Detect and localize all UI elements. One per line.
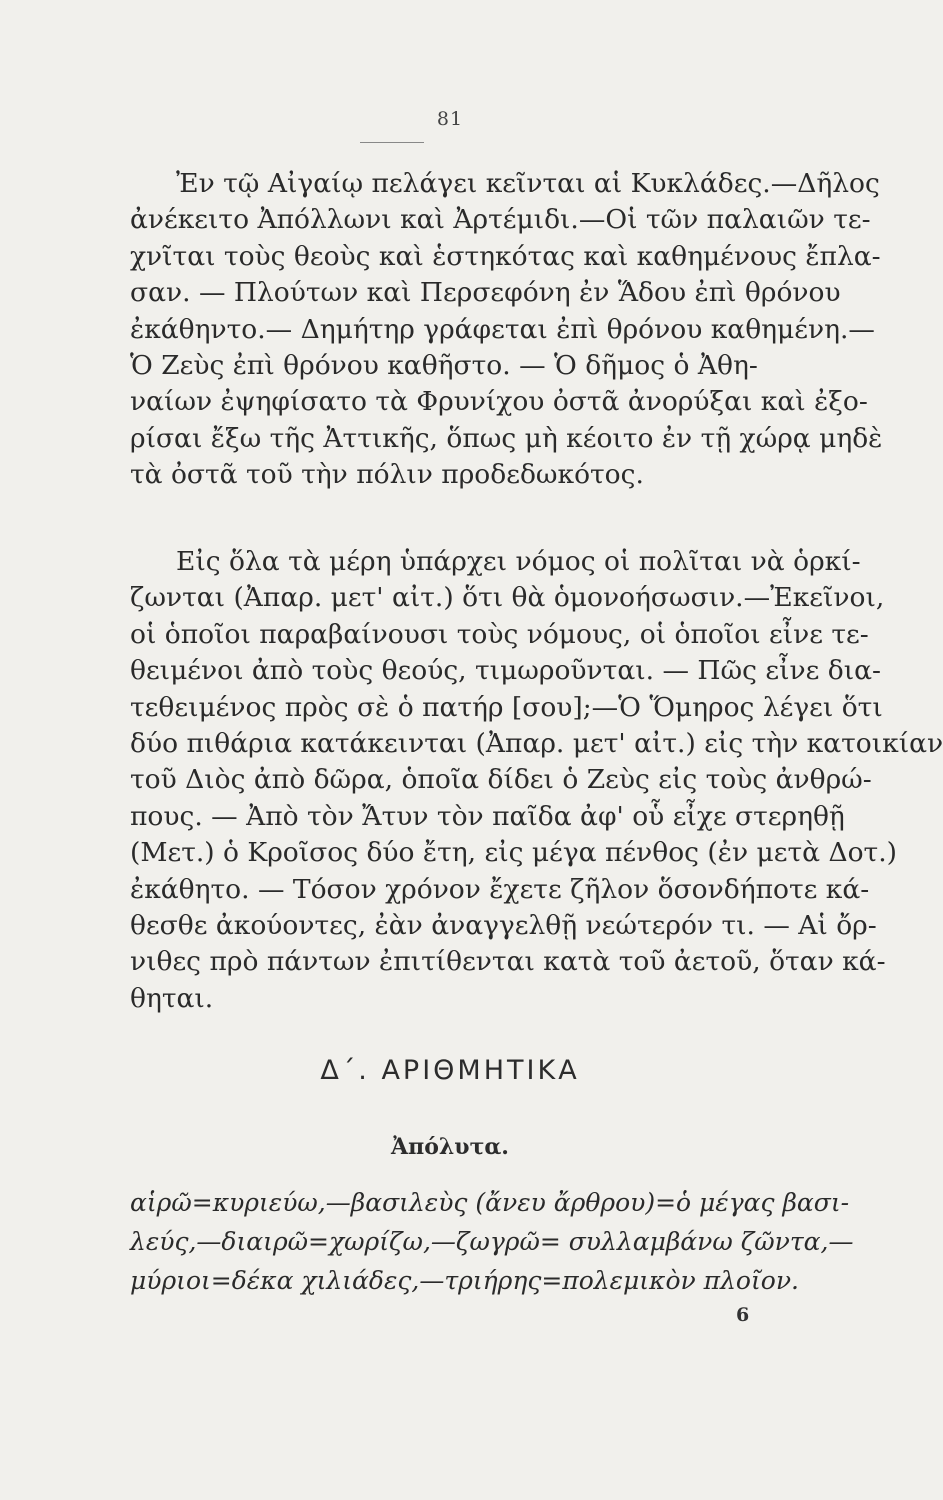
page-number: 81 xyxy=(436,108,464,130)
text-line: ρίσαι ἔξω τῆς Ἀττικῆς, ὅπως μὴ κέοιτο ἐν τῇ χώρᾳ μηδὲ xyxy=(130,422,883,454)
text-line: σαν. — Πλούτων καὶ Περσεφόνη ἐν Ἅδου ἐπὶ θρόνου xyxy=(130,277,841,309)
page-number-rule xyxy=(360,142,424,143)
text-line: Ἐν τῷ Αἰγαίῳ πελάγει κεῖνται αἱ Κυκλάδες.—Δῆλος xyxy=(176,168,880,199)
text-line: ἀνέκειτο Ἀπόλλωνι καὶ Ἀρτέμιδι.—Οἱ τῶν παλαιῶν τε- xyxy=(130,204,871,236)
text-line: Ὁ Ζεὺς ἐπὶ θρόνου καθῆστο. — Ὁ δῆμος ὁ Ἀθη- xyxy=(130,350,758,382)
section-heading: Δ΄. ΑΡΙΘΜΗΤΙΚΑ xyxy=(320,1055,580,1086)
vocabulary-line: λεύς,—διαιρῶ=χωρίζω,—ζωγρῶ= συλλαμβάνω ζῶντα,— xyxy=(130,1227,854,1256)
text-line: ἐκάθηντο.— Δημήτηρ γράφεται ἐπὶ θρόνου καθημένη.— xyxy=(130,313,875,345)
vocabulary-list xyxy=(130,1183,854,1300)
text-line: Εἰς ὅλα τὰ μέρη ὑπάρχει νόμος οἱ πολῖται νὰ ὁρκί- xyxy=(176,546,861,577)
text-line: θεσθε ἀκούοντες, ἐὰν ἀναγγελθῇ νεώτερόν τι. — Αἱ ὄρ- xyxy=(130,910,877,942)
paragraph-1 xyxy=(130,166,883,494)
text-line: νιθες πρὸ πάντων ἐπιτίθενται κατὰ τοῦ ἀετοῦ, ὅταν κά- xyxy=(130,946,886,978)
text-line: (Μετ.) ὁ Κροῖσος δύο ἔτη, εἰς μέγα πένθος (ἐν μετὰ Δοτ.) xyxy=(130,837,897,869)
text-line: ναίων ἐψηφίσατο τὰ Φρυνίχου ὀστᾶ ἀνορύξαι καὶ ἐξο- xyxy=(130,386,868,418)
vocabulary-line: αἱρῶ=κυριεύω,—βασιλεὺς (ἄνευ ἄρθρου)=ὁ μέγας βασι- xyxy=(130,1188,850,1217)
text-line: τεθειμένος πρὸς σὲ ὁ πατήρ [σου];—Ὁ Ὅμηρος λέγει ὅτι xyxy=(130,691,883,723)
section-subheading: Ἀπόλυτα. xyxy=(391,1134,509,1160)
text-line: τὰ ὀστᾶ τοῦ τὴν πόλιν προδεδωκότος. xyxy=(130,459,644,491)
text-line: πους. — Ἀπὸ τὸν Ἄτυν τὸν παῖδα ἀφ' οὗ εἶχε στερηθῇ xyxy=(130,800,845,832)
text-line: ζωνται (Ἀπαρ. μετ' αἰτ.) ὅτι θὰ ὁμονοήσωσιν.—Ἐκεῖνοι, xyxy=(130,582,885,614)
text-line: χνῖται τοὺς θεοὺς καὶ ἑστηκότας καὶ καθημένους ἔπλα- xyxy=(130,240,881,272)
text-line: τοῦ Διὸς ἀπὸ δῶρα, ὁποῖα δίδει ὁ Ζεὺς εἰς τοὺς ἀνθρώ- xyxy=(130,764,872,796)
text-line: δύο πιθάρια κατάκεινται (Ἀπαρ. μετ' αἰτ.) εἰς τὴν κατοικίαν xyxy=(130,728,943,760)
text-line: θηται. xyxy=(130,982,214,1014)
text-line: ἐκάθητο. — Τόσον χρόνον ἔχετε ζῆλον ὅσονδήποτε κά- xyxy=(130,873,870,905)
text-line: θειμένοι ἀπὸ τοὺς θεούς, τιμωροῦνται. — Πῶς εἶνε δια- xyxy=(130,655,881,687)
signature-mark: 6 xyxy=(736,1304,750,1326)
text-line: οἱ ὁποῖοι παραβαίνουσι τοὺς νόμους, οἱ ὁποῖοι εἶνε τε- xyxy=(130,618,869,650)
vocabulary-line: μύριοι=δέκα χιλιάδες,—τριήρης=πολεμικὸν πλοῖον. xyxy=(130,1266,799,1295)
paragraph-2 xyxy=(130,544,943,1017)
